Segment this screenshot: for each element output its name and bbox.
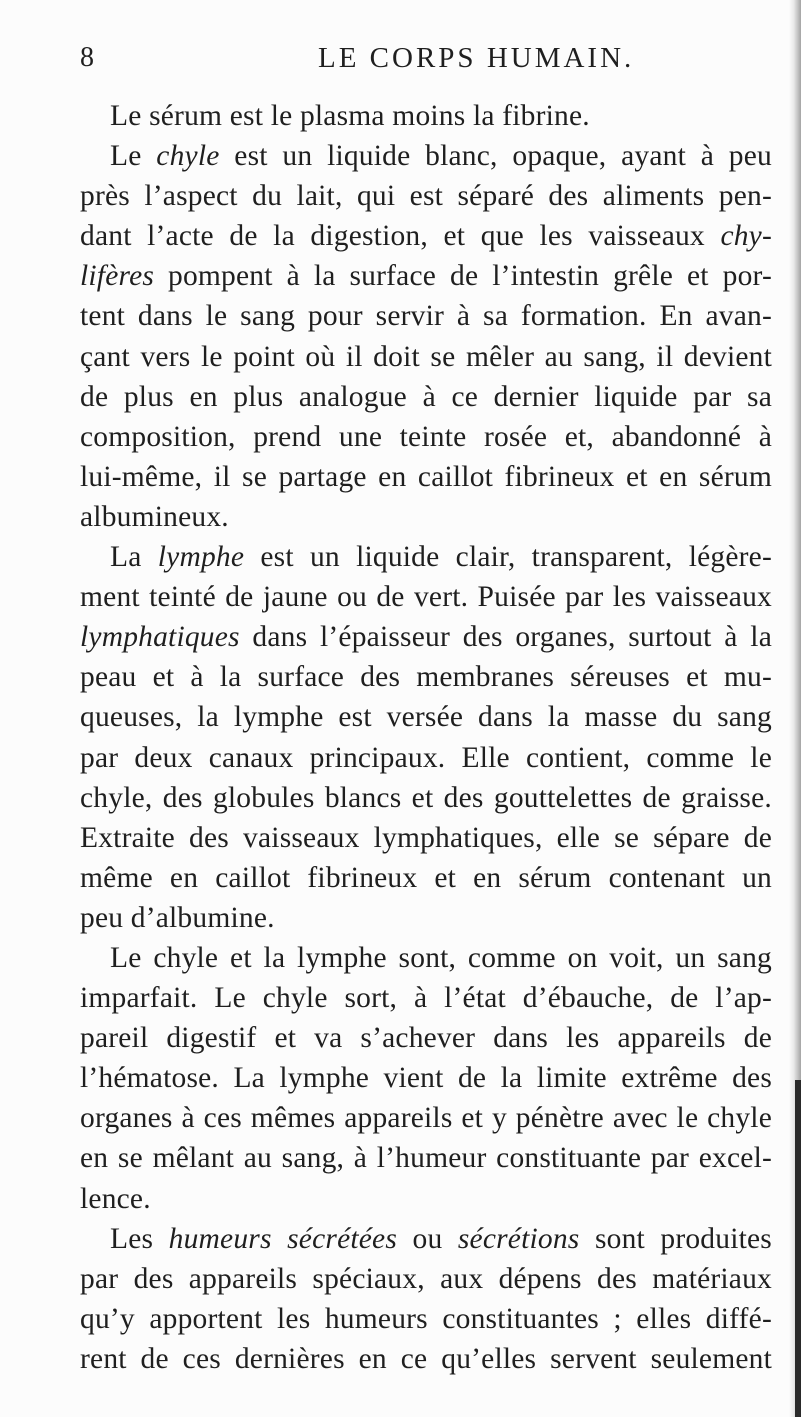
text-line [80,377,772,417]
text-run: Extraite des vaisseaux lymphatiques, elle se sépare de [80,821,772,854]
italic-term: humeurs sécrétées [168,1222,398,1255]
body-text [80,96,772,1379]
text-run: par deux canaux principaux. Elle contient, comme le [80,741,772,774]
text-line [80,978,772,1018]
text-line [80,1179,772,1219]
text-run: qu’y apportent les humeurs constituantes ; elles diffé- [80,1302,772,1335]
text-line [80,417,772,457]
text-run: est un liquide blanc, opaque, ayant à peu [219,140,772,173]
text-line [80,337,772,377]
text-run: tent dans le sang pour servir à sa formation. En avan- [80,300,772,333]
text-run: pompent à la surface de l’intestin grêle et por- [154,260,772,293]
text-line [80,176,772,216]
text-run: pareil digestif et va s’achever dans les appareils de [80,1022,772,1055]
text-run: albumineux. [80,500,229,533]
text-run: chyle, des globules blancs et des gouttelettes de graisse. [80,781,772,814]
italic-term: sécrétions [457,1222,580,1255]
italic-term: lifères [80,260,155,293]
italic-term: lymphe [157,541,245,574]
text-line [80,1058,772,1098]
text-line [80,1299,772,1339]
text-line [80,1098,772,1138]
text-line [80,96,772,136]
text-run: composition, prend une teinte rosée et, abandonné à [80,420,772,453]
text-run: près l’aspect du lait, qui est séparé des aliments pen- [80,180,772,213]
text-run: peau et à la surface des membranes séreuses et mu- [80,661,772,694]
text-run: l’hématose. La lymphe vient de la limite extrême des [80,1062,772,1095]
text-run: rent de ces dernières en ce qu’elles servent seulement [80,1342,772,1375]
text-line [80,657,772,697]
text-line [80,296,772,336]
text-run: lui-même, il se partage en caillot fibrineux et en sérum [80,460,772,493]
text-line [80,1138,772,1178]
text-line [80,617,772,657]
text-line [80,1339,772,1379]
text-run: par des appareils spéciaux, aux dépens des matériaux [80,1262,772,1295]
text-run: Le sérum est le plasma moins la fibrine. [110,100,590,132]
text-run: lence. [80,1182,151,1215]
text-run: Le chyle et la lymphe sont, comme on voit, un sang [110,941,772,974]
text-run: queuses, la lymphe est versée dans la masse du sang [80,701,772,734]
text-line [80,778,772,818]
text-run: est un liquide clair, transparent, légère- [244,541,772,574]
text-run: de plus en plus analogue à ce dernier liquide par sa [80,380,772,413]
text-run: La [110,541,158,574]
text-run: imparfait. Le chyle sort, à l’état d’ébauche, de l’ap- [80,982,772,1015]
text-line [80,497,772,537]
text-run: ou [397,1222,458,1255]
text-line [80,858,772,898]
text-line [80,216,772,256]
italic-term: chy- [720,220,772,253]
text-line [80,136,772,176]
text-line [80,537,772,577]
text-line [80,457,772,497]
text-line [80,898,772,938]
text-line [80,818,772,858]
text-run: ment teinté de jaune ou de vert. Puisée par les vaisseaux [80,581,772,614]
text-line [80,738,772,778]
text-run: même en caillot fibrineux et en sérum contenant un [80,861,772,894]
text-run: çant vers le point où il doit se mêler au sang, il devient [80,340,772,373]
running-head [80,38,770,78]
text-run: Les [110,1222,169,1255]
text-line [80,1219,772,1259]
text-run: sont produites [579,1222,772,1255]
text-run: dans l’épaisseur des organes, surtout à la [239,621,772,654]
page-number: 8 [80,42,94,73]
text-line [80,1259,772,1299]
text-line [80,1018,772,1058]
text-line [80,577,772,617]
italic-term: lymphatiques [80,621,240,654]
italic-term: chyle [156,140,220,173]
text-line [80,938,772,978]
text-run: Le [110,140,157,173]
page-edge-dark [795,1080,801,1417]
text-run: peu d’albumine. [80,901,275,934]
text-run: organes à ces mêmes appareils et y pénètre avec le chyle [80,1102,772,1135]
text-line [80,256,772,296]
text-line [80,697,772,737]
running-title: LE CORPS HUMAIN. [318,42,635,74]
text-run: en se mêlant au sang, à l’humeur constituante par excel- [80,1142,772,1175]
text-run: dant l’acte de la digestion, et que les vaisseaux [80,220,721,253]
